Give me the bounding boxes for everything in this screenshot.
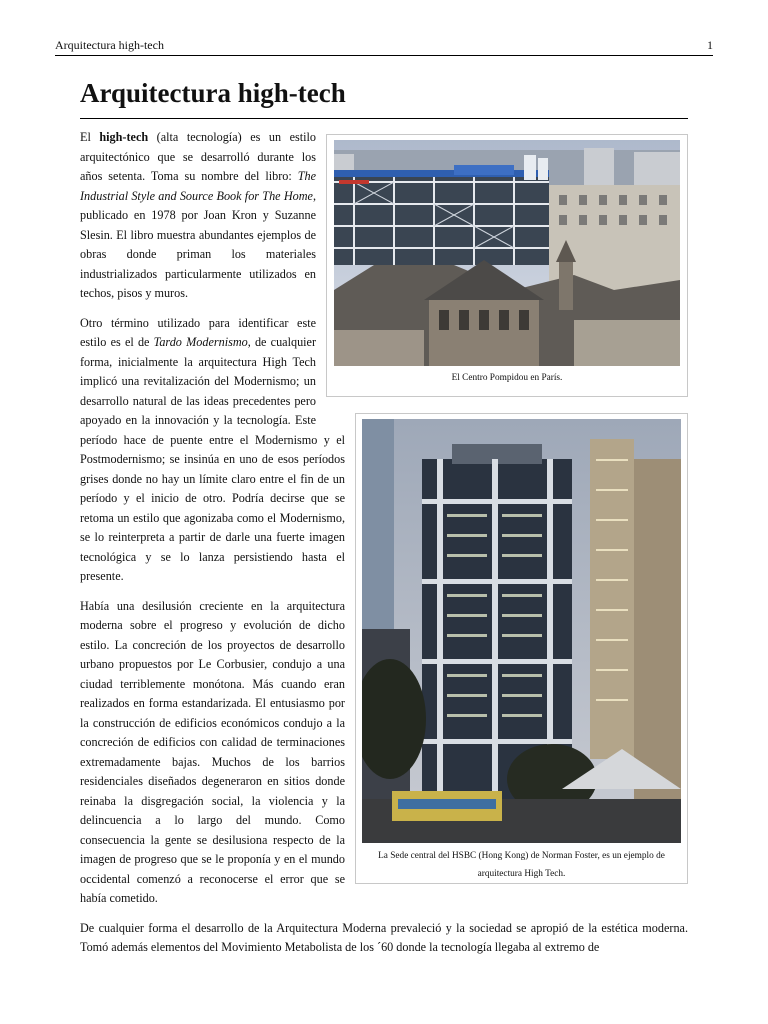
figure-caption: La Sede central del HSBC (Hong Kong) de Norman Foster, es un ejemplo de arquitectura High Tech. [378,851,665,879]
running-header [55,38,713,56]
paragraph-1: El high-tech (alta tecnología) es un estilo arquitectónico que se desarrolló durante los años setenta. Toma su nombre del libro: The Industrial Style and Source Book for The Home, publicado en 1978 por Joan Kron y Suzanne Slesin. El libro muestra abundantes ejemplos de obras donde priman los materiales industrializados particularmente utilizados en techos, pisos y muros. [80,130,316,300]
figure-pompidou [326,134,688,397]
photo-centre-pompidou [334,140,680,366]
paragraph-2: Otro término utilizado para identificar este estilo es el de Tardo Modernismo, de cualquier forma, inicialmente la arquitectura High Tech implicó una revitalización del Modernismo; un desarrollo natural de las ideas precedentes pero apoyado en la innovación y la tecnología. Este período hace de puente entre el Modernismo y el Postmodernismo; se insinúa en uno de esos períodos grises donde no hay un límite claro entre el fin de un período y el inicio de otro. Podría decirse que se retoma un estilo que agonizaba como el Modernismo, se lo reinterpreta a partir de darle una fuerte imagen tecnológica y se lo lanza persistiendo hasta el presente. [80,315,345,583]
paragraph-3: Había una desilusión creciente en la arquitectura moderna sobre el progreso y evolución de dicho estilo. La concreción de los proyectos de desarrollo urbano propuestos por Le Corbusier, condujo a una ciudad terriblemente monótona. Más cuando eran realizados en forma estandarizada. El entusiasmo por la construcción de edificios económicos condujo a la concreción de edificios con calidad de terminaciones extremadamente bajas. Muchos de los barrios residenciales diseñados degeneraron en sitios donde reinaba la disgregación social, la violencia y la delincuencia a lo largo del mundo. Como consecuencia la gente se desilusiona respecto de la imagen de progreso que se le proponía y en el mundo occidental comenzó a reconocerse el error que se había cometido. [80,598,345,905]
photo-hsbc-building [362,419,681,843]
page-number: 1 [707,38,713,52]
article-title: Arquitectura high-tech [80,78,346,108]
article-body [80,128,688,968]
running-header-title: Arquitectura high-tech [55,38,164,52]
figure-hsbc [355,413,688,884]
paragraph-4: De cualquier forma el desarrollo de la Arquitectura Moderna prevaleció y la sociedad se apropió de la estética moderna. Tomó además elementos del Movimiento Metabolista de los ´60 donde la tecnología llegaba al extremo de [80,920,688,954]
figure-caption: El Centro Pompidou en París. [451,373,563,383]
title-rule [80,118,688,119]
